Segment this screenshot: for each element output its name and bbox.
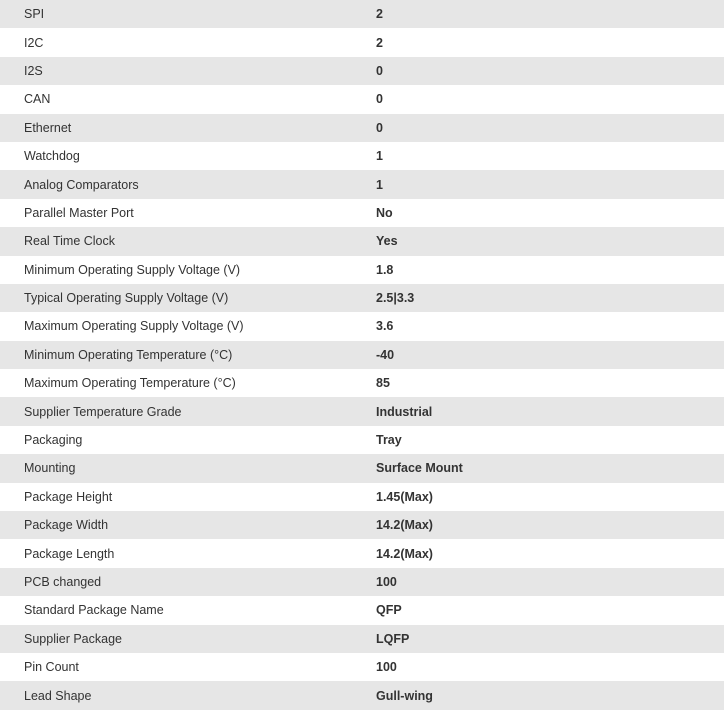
spec-row: [0, 369, 724, 397]
spec-row: [0, 28, 724, 56]
spec-value: Yes: [376, 234, 398, 249]
spec-label: Pin Count: [24, 660, 79, 675]
spec-label: Ethernet: [24, 120, 72, 135]
spec-row: [0, 653, 724, 681]
spec-value: 2: [376, 7, 383, 22]
spec-row: [0, 596, 724, 624]
spec-label: Analog Comparators: [24, 177, 139, 192]
spec-value: Tray: [376, 433, 402, 448]
spec-value: 14.2(Max): [376, 518, 433, 533]
spec-label: Parallel Master Port: [24, 205, 134, 220]
spec-value: 1.8: [376, 262, 394, 277]
spec-label: SPI: [24, 7, 45, 22]
spec-row: [0, 397, 724, 425]
spec-label: Supplier Temperature Grade: [24, 404, 182, 419]
spec-row: [0, 114, 724, 142]
spec-value: 14.2(Max): [376, 546, 433, 561]
spec-label: Real Time Clock: [24, 234, 115, 249]
spec-label: Package Height: [24, 489, 113, 504]
spec-row: [0, 568, 724, 596]
spec-row: [0, 256, 724, 284]
spec-row: [0, 312, 724, 340]
spec-label: Minimum Operating Supply Voltage (V): [24, 262, 241, 277]
spec-value: 1.45(Max): [376, 489, 433, 504]
spec-value: 0: [376, 120, 383, 135]
spec-label: Minimum Operating Temperature (°C): [24, 347, 233, 362]
spec-value: 0: [376, 92, 383, 107]
spec-row: [0, 284, 724, 312]
spec-row: [0, 539, 724, 567]
spec-value: -40: [376, 347, 395, 362]
spec-value: 3.6: [376, 319, 394, 334]
spec-row: [0, 199, 724, 227]
spec-label: Maximum Operating Supply Voltage (V): [24, 319, 244, 334]
spec-label: Package Length: [24, 546, 115, 561]
spec-label: Packaging: [24, 433, 83, 448]
spec-label: I2S: [24, 63, 43, 78]
spec-label: Lead Shape: [24, 688, 92, 703]
spec-value: LQFP: [376, 631, 410, 646]
spec-label: Watchdog: [24, 149, 80, 164]
spec-row: [0, 227, 724, 255]
spec-value: No: [376, 205, 393, 220]
spec-label: Standard Package Name: [24, 603, 164, 618]
spec-value: 0: [376, 63, 383, 78]
spec-value: 2.5|3.3: [376, 291, 415, 306]
spec-value: 1: [376, 177, 383, 192]
spec-row: [0, 341, 724, 369]
spec-row: [0, 0, 724, 28]
spec-label: Maximum Operating Temperature (°C): [24, 376, 236, 391]
spec-row: [0, 170, 724, 198]
spec-value: 1: [376, 149, 383, 164]
spec-row: [0, 681, 724, 709]
spec-value: Industrial: [376, 404, 433, 419]
spec-row: [0, 511, 724, 539]
spec-row: [0, 57, 724, 85]
spec-row: [0, 426, 724, 454]
spec-value: 85: [376, 376, 390, 391]
spec-row: [0, 142, 724, 170]
spec-value: Surface Mount: [376, 461, 463, 476]
spec-label: Package Width: [24, 518, 109, 533]
spec-label: Supplier Package: [24, 631, 122, 646]
spec-label: PCB changed: [24, 575, 102, 589]
spec-label: Typical Operating Supply Voltage (V): [24, 291, 229, 306]
spec-value: 2: [376, 35, 383, 50]
spec-value: 100: [376, 575, 397, 589]
spec-row: [0, 454, 724, 482]
spec-value: 100: [376, 660, 397, 675]
spec-label: I2C: [24, 35, 44, 50]
spec-label: CAN: [24, 92, 51, 107]
spec-label: Mounting: [24, 461, 76, 476]
spec-value: QFP: [376, 603, 402, 618]
spec-row: [0, 483, 724, 511]
spec-row: [0, 85, 724, 113]
spec-row: [0, 625, 724, 653]
spec-value: Gull-wing: [376, 688, 433, 703]
